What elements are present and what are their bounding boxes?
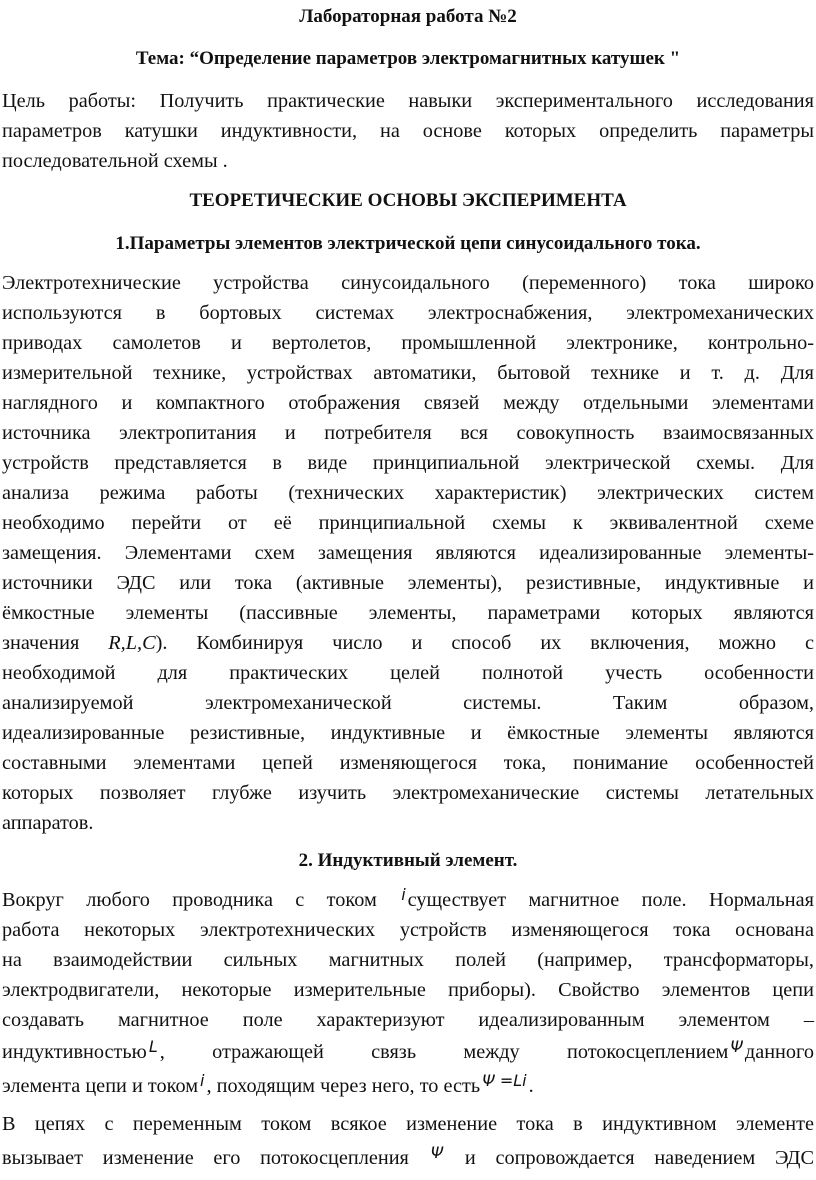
text-run: элемента цепи и током	[2, 1075, 199, 1097]
paragraph-line: идеализированные резистивные, индуктивные и ёмкостные элементы являются	[2, 722, 814, 744]
text-run: , походящим через него, то есть	[206, 1075, 481, 1097]
paragraph-line: электродвигатели, некоторые измерительные приборы). Свойство элементов цепи	[2, 979, 814, 1001]
paragraph-line: В цепях с переменным током всякое изменение тока в индуктивном элементе	[2, 1113, 814, 1135]
paragraph-line	[2, 886, 814, 915]
paragraph-line: источники ЭДС или тока (активные элементы), резистивные, индуктивные и	[2, 572, 814, 594]
paragraph-line: приводах самолетов и вертолетов, промышленной электронике, контрольно-	[2, 332, 814, 354]
current-symbol: i	[200, 1071, 205, 1090]
text-run: существует магнитное поле. Нормальная	[407, 889, 814, 911]
inductance-symbol: L	[148, 1037, 158, 1056]
paragraph-line: аппаратов.	[2, 812, 94, 834]
flux-formula: Ψ =Li	[482, 1071, 527, 1090]
paragraph-line: составными элементами цепей изменяющегося тока, понимание особенностей	[2, 752, 814, 774]
text-run: и сопровождается наведением ЭДС	[464, 1147, 814, 1169]
text-run: Вокруг любого проводника с током	[2, 889, 377, 911]
text-run: .	[528, 1075, 534, 1097]
document-topic: Тема: “Определение параметров электромагнитных катушек "	[135, 48, 681, 69]
goal-line: параметров катушки индуктивности, на основе которых определить параметры	[2, 120, 814, 142]
paragraph-line: Электротехнические устройства синусоидального (переменного) тока широко	[2, 272, 814, 294]
paragraph-line	[2, 1144, 814, 1173]
text-run: ). Комбинируя число и способ их включения, можно с	[155, 632, 814, 654]
goal-line: последовательной схемы .	[2, 150, 228, 172]
paragraph-line	[2, 629, 814, 657]
paragraph-line: необходимо перейти от её принципиальной схемы к эквивалентной схеме	[2, 512, 814, 534]
paragraph-line: работа некоторых электротехнических устройств изменяющегося тока основана	[2, 919, 814, 941]
paragraph-line: анализа режима работы (технических характеристик) электрических систем	[2, 482, 814, 504]
paragraph-line: замещения. Элементами схем замещения являются идеализированные элементы-	[2, 542, 814, 564]
goal-line: Цель работы: Получить практические навыки экспериментального исследования	[2, 90, 814, 112]
text-run: данного	[744, 1041, 814, 1063]
paragraph-line	[2, 1072, 814, 1101]
text-run: вызывает изменение его потокосцепления	[2, 1147, 409, 1169]
flux-linkage-symbol: Ψ	[430, 1143, 444, 1162]
paragraph-line: анализируемой электромеханической системы. Таким образом,	[2, 692, 814, 714]
paragraph-line: измерительной технике, устройствах автоматики, бытовой технике и т. д. Для	[2, 362, 814, 384]
flux-linkage-symbol: Ψ	[730, 1037, 743, 1056]
paragraph-line: устройств представляется в виде принципиальной электрической схемы. Для	[2, 452, 814, 474]
current-symbol: i	[401, 885, 406, 904]
paragraph-line: используются в бортовых системах электроснабжения, электромеханических	[2, 302, 814, 324]
rlc-symbols: R,L,C	[108, 632, 156, 654]
text-run: индуктивностью	[2, 1041, 147, 1063]
text-run: , отражающей связь между потокосцеплением	[159, 1041, 729, 1063]
subsection-2-heading: 2. Индуктивный элемент.	[298, 850, 518, 871]
section-heading: ТЕОРЕТИЧЕСКИЕ ОСНОВЫ ЭКСПЕРИМЕНТА	[189, 190, 627, 211]
paragraph-line: источника электропитания и потребителя вся совокупность взаимосвязанных	[2, 422, 814, 444]
paragraph-line: ёмкостные элементы (пассивные элементы, параметрами которых являются	[2, 602, 814, 624]
paragraph-line	[2, 1038, 814, 1067]
paragraph-line: наглядного и компактного отображения связей между отдельными элементами	[2, 392, 814, 414]
paragraph-line: которых позволяет глубже изучить электромеханические системы летательных	[2, 782, 814, 804]
paragraph-line: на взаимодействии сильных магнитных полей (например, трансформаторы,	[2, 949, 814, 971]
paragraph-line: создавать магнитное поле характеризуют идеализированным элементом –	[2, 1009, 814, 1031]
document-title: Лабораторная работа №2	[299, 6, 517, 27]
paragraph-line: необходимой для практических целей полнотой учесть особенности	[2, 662, 814, 684]
text-run: значения	[2, 632, 80, 654]
subsection-1-heading: 1.Параметры элементов электрической цепи синусоидального тока.	[115, 233, 701, 254]
